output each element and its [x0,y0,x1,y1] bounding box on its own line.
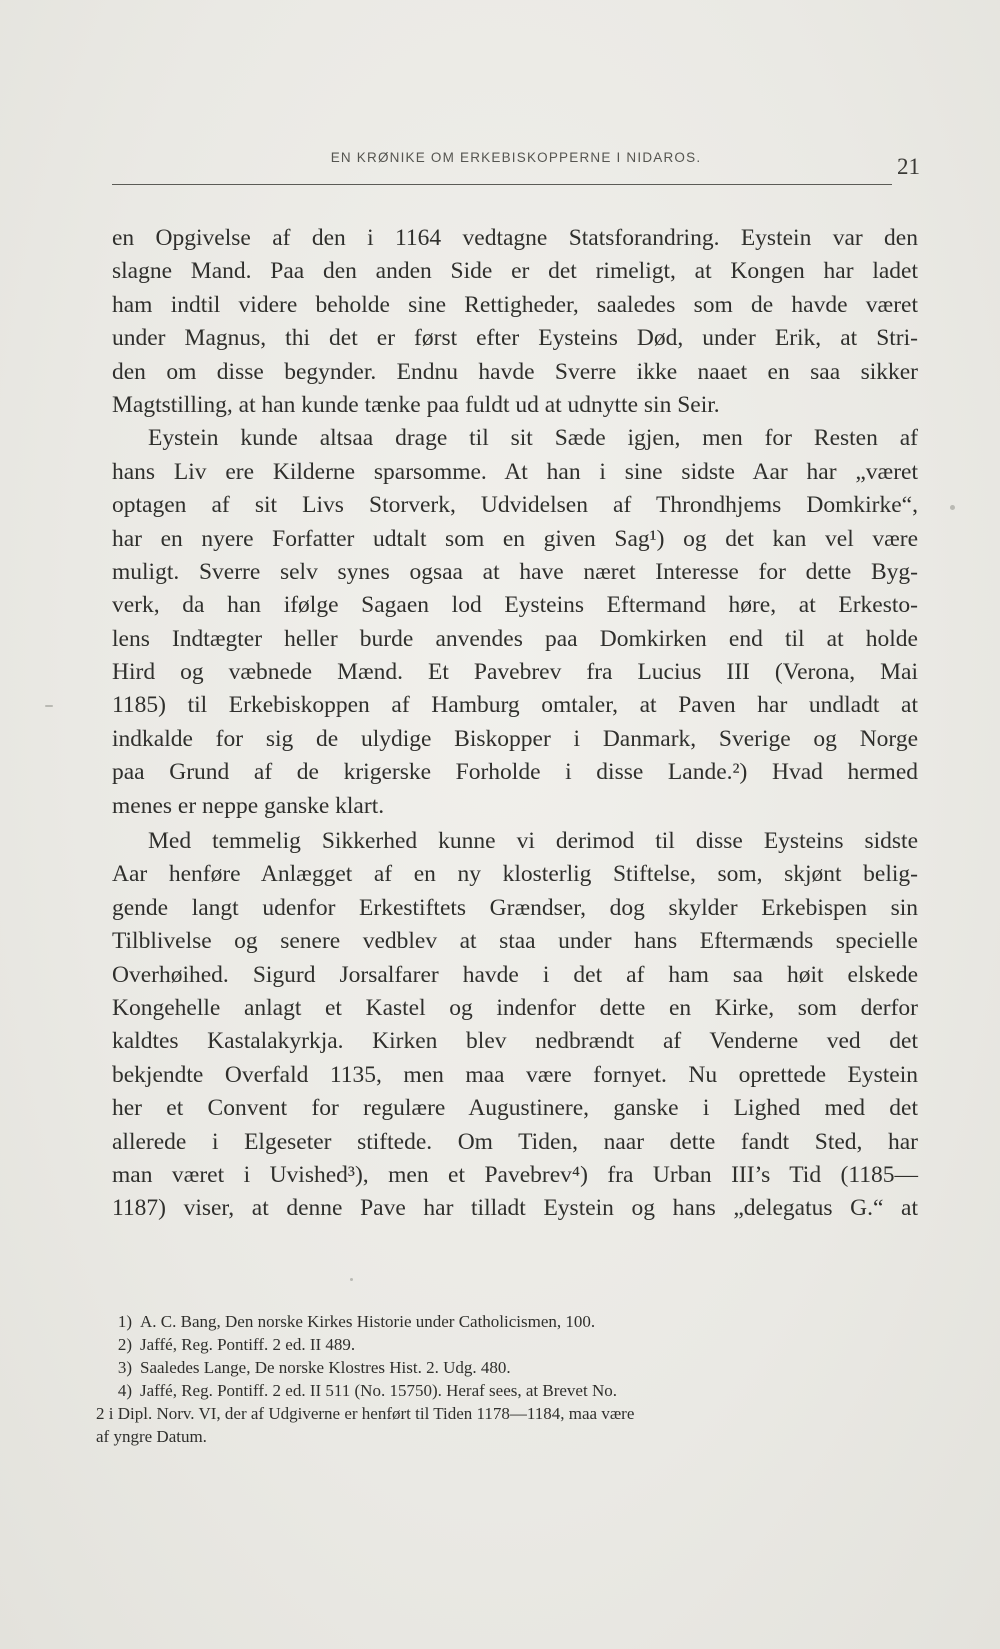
page-number: 21 [897,154,920,179]
text-line: 1185) til Erkebiskoppen af Hamburg omtaler, at Paven har undladt at [112,692,918,719]
text-line: Overhøihed. Sigurd Jorsalfarer havde i det af ham saa høit elskede [112,961,918,988]
paper-speck [950,505,955,510]
footnotes [96,1310,896,1448]
text-line: indkalde for sig de ulydige Biskopper i Danmark, Sverige og Norge [112,725,918,752]
footnote-text: A. C. Bang, Den norske Kirkes Historie under Catholicismen, 100. [140,1312,596,1331]
text-line: kaldtes Kastalakyrkja. Kirken blev nedbrændt af Venderne ved det [112,1028,918,1055]
text-line: har en nyere Forfatter udtalt som en given Sag¹) og det kan vel være [112,525,918,552]
text-line: optagen af sit Livs Storverk, Udvidelsen af Throndhjems Domkirke“, [112,492,918,519]
footnote-text: Jaffé, Reg. Pontiff. 2 ed. II 489. [140,1335,356,1354]
text-line: Tilblivelse og senere vedblev at staa under hans Eftermænds specielle [112,928,918,955]
text-line: hans Liv ere Kilderne sparsomme. At han i sine sidste Aar har „været [112,458,918,485]
text-line: verk, da han ifølge Sagaen lod Eysteins Eftermand høre, at Erkesto- [112,592,918,619]
text-line: Magtstilling, at han kunde tænke paa fuldt ud at udnytte sin Seir. [112,391,720,418]
text-line: her et Convent for regulære Augustinere, ganske i Lighed med det [112,1095,918,1122]
footnote [96,1310,896,1333]
text-line: Kongehelle anlagt et Kastel og indenfor dette en Kirke, som derfor [112,994,918,1021]
text-line: gende langt udenfor Erkestiftets Grændser, dog skylder Erkebispen sin [112,894,918,921]
footnote-text: Jaffé, Reg. Pontiff. 2 ed. II 511 (No. 15750). Heraf sees, at Brevet No. [140,1381,617,1400]
text-line: Hird og væbnede Mænd. Et Pavebrev fra Lucius III (Verona, Mai [112,659,918,686]
footnote [96,1379,896,1402]
footnote-continuation: af yngre Datum. [96,1427,207,1446]
text-line: ham indtil videre beholde sine Rettigheder, saaledes som de havde været [112,291,918,318]
text-line: den om disse begynder. Endnu havde Sverre ikke naaet en saa sikker [112,358,918,385]
footnote-mark: 3) [117,1358,132,1377]
footnote [96,1356,896,1379]
text-line: Med temmelig Sikkerhed kunne vi derimod til disse Eysteins sidste [148,828,918,855]
text-line: Aar henføre Anlægget af en ny klosterlig Stiftelse, som, skjønt belig- [112,861,918,888]
paper-speck [350,1278,353,1281]
text-line: paa Grund af de krigerske Forholde i disse Lande.²) Hvad hermed [112,759,918,786]
text-line: bekjendte Overfald 1135, men maa være fornyet. Nu oprettede Eystein [112,1061,918,1088]
footnote-mark: 4) [117,1381,132,1400]
text-line: 1187) viser, at denne Pave har tilladt Eystein og hans „delegatus G.“ at [112,1195,918,1222]
text-line: man været i Uvished³), men et Pavebrev⁴) fra Urban III’s Tid (1185— [112,1161,918,1188]
running-title: EN KRØNIKE OM ERKEBISKOPPERNE I NIDAROS. [330,150,702,165]
paper-speck [45,705,53,707]
running-head [112,146,920,186]
text-line: lens Indtægter heller burde anvendes paa Domkirken end til at holde [112,625,918,652]
text-line: under Magnus, thi det er først efter Eysteins Død, under Erik, at Stri- [112,325,918,352]
text-line: menes er neppe ganske klart. [112,792,385,819]
footnote-continuation: 2 i Dipl. Norv. VI, der af Udgiverne er henført til Tiden 1178—1184, maa være [96,1404,635,1423]
text-line: slagne Mand. Paa den anden Side er det rimeligt, at Kongen har ladet [112,258,918,285]
text-line: Eystein kunde altsaa drage til sit Sæde igjen, men for Resten af [148,425,918,452]
body-text [112,222,918,1226]
text-line: en Opgivelse af den i 1164 vedtagne Statsforandring. Eystein var den [112,225,918,251]
footnote [96,1333,896,1356]
text-line: muligt. Sverre selv synes ogsaa at have næret Interesse for dette Byg- [112,558,918,585]
header-rule [112,184,892,185]
text-line: allerede i Elgeseter stiftede. Om Tiden, naar dette fandt Sted, har [112,1128,918,1155]
footnote-mark: 1) [117,1312,132,1331]
footnote-mark: 2) [117,1335,132,1354]
footnote-text: Saaledes Lange, De norske Klostres Hist. 2. Udg. 480. [140,1358,511,1377]
